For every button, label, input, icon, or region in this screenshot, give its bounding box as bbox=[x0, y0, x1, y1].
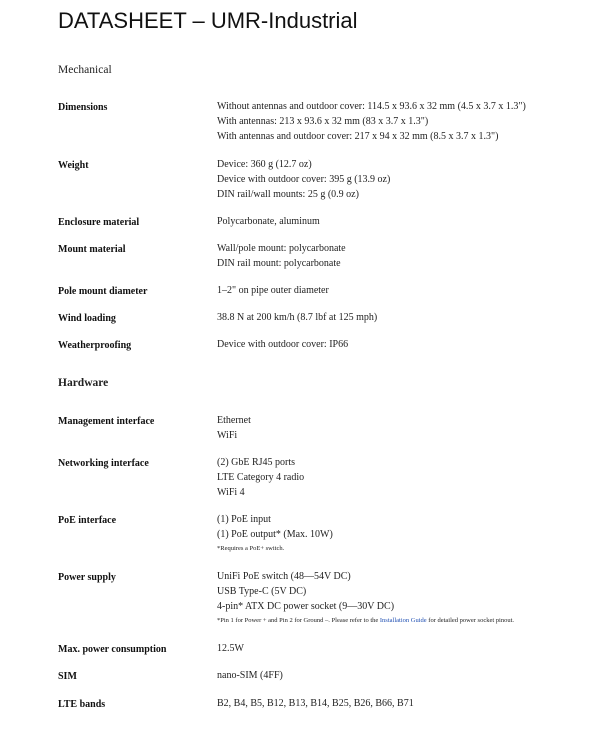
spec-label-networking-interface: Networking interface bbox=[58, 458, 149, 469]
footnote-text: *Pin 1 for Power + and Pin 2 for Ground –. Please refer to the bbox=[217, 617, 380, 624]
spec-value-poe-interface bbox=[217, 512, 333, 554]
spec-value-line: 12.5W bbox=[217, 643, 244, 654]
spec-label-management-interface: Management interface bbox=[58, 416, 155, 427]
spec-value-line: LTE Category 4 radio bbox=[217, 472, 305, 483]
spec-value-max-power-consumption bbox=[217, 641, 244, 656]
spec-value-power-supply bbox=[217, 569, 514, 626]
spec-value-line: (1) PoE input bbox=[217, 514, 271, 525]
spec-value-line: nano-SIM (4FF) bbox=[217, 670, 283, 681]
installation-guide-link[interactable]: Installation Guide bbox=[379, 617, 427, 624]
spec-value-line: Device: 360 g (12.7 oz) bbox=[217, 159, 312, 170]
spec-value-line: With antennas: 213 x 93.6 x 32 mm (83 x 3.7 x 1.3") bbox=[217, 116, 429, 127]
spec-label-pole-mount-diameter: Pole mount diameter bbox=[58, 286, 148, 297]
page-title: DATASHEET – UMR-Industrial bbox=[58, 8, 358, 33]
spec-value-sim bbox=[217, 668, 283, 683]
section-heading-hardware: Hardware bbox=[58, 377, 109, 389]
spec-value-line: Ethernet bbox=[217, 415, 251, 426]
spec-value-weatherproofing bbox=[217, 337, 348, 352]
footnote: *Requires a PoE+ switch. bbox=[217, 545, 285, 552]
spec-label-sim: SIM bbox=[58, 671, 77, 682]
spec-label-lte-bands: LTE bands bbox=[58, 699, 106, 710]
spec-value-dimensions bbox=[217, 99, 526, 144]
spec-value-line: Device with outdoor cover: 395 g (13.9 oz) bbox=[217, 174, 391, 185]
spec-value-line: USB Type-C (5V DC) bbox=[217, 586, 307, 597]
spec-value-pole-mount-diameter bbox=[217, 283, 329, 298]
spec-label-mount-material: Mount material bbox=[58, 244, 126, 255]
spec-value-management-interface bbox=[217, 413, 251, 443]
spec-label-power-supply: Power supply bbox=[58, 572, 116, 583]
spec-label-enclosure-material: Enclosure material bbox=[58, 217, 140, 228]
spec-value-line: DIN rail mount: polycarbonate bbox=[217, 258, 341, 269]
spec-value-line: With antennas and outdoor cover: 217 x 94 x 32 mm (8.5 x 3.7 x 1.3") bbox=[217, 131, 499, 142]
spec-label-weatherproofing: Weatherproofing bbox=[58, 340, 132, 351]
spec-label-wind-loading: Wind loading bbox=[58, 313, 116, 324]
spec-value-wind-loading bbox=[217, 310, 377, 325]
spec-value-line: Without antennas and outdoor cover: 114.5 x 93.6 x 32 mm (4.5 x 3.7 x 1.3") bbox=[217, 101, 526, 112]
spec-value-line: 38.8 N at 200 km/h (8.7 lbf at 125 mph) bbox=[217, 312, 378, 323]
spec-value-line: B2, B4, B5, B12, B13, B14, B25, B26, B66, B71 bbox=[217, 698, 414, 709]
spec-value-enclosure-material bbox=[217, 214, 320, 229]
spec-value-line: DIN rail/wall mounts: 25 g (0.9 oz) bbox=[217, 189, 359, 200]
spec-value-lte-bands bbox=[217, 696, 414, 711]
spec-value-line: 1–2" on pipe outer diameter bbox=[217, 285, 329, 296]
spec-value-line: 4-pin* ATX DC power socket (9—30V DC) bbox=[217, 601, 395, 612]
spec-label-dimensions: Dimensions bbox=[58, 102, 108, 113]
spec-value-line: (2) GbE RJ45 ports bbox=[217, 457, 296, 468]
footnote bbox=[217, 616, 514, 626]
spec-value-line: UniFi PoE switch (48—54V DC) bbox=[217, 571, 351, 582]
spec-label-max-power-consumption: Max. power consumption bbox=[58, 644, 167, 655]
spec-value-line: Device with outdoor cover: IP66 bbox=[217, 339, 349, 350]
spec-value-line: Polycarbonate, aluminum bbox=[217, 216, 320, 227]
spec-value-line: (1) PoE output* (Max. 10W) bbox=[217, 529, 333, 540]
spec-label-poe-interface: PoE interface bbox=[58, 515, 117, 526]
spec-value-weight bbox=[217, 157, 390, 202]
spec-value-line: WiFi 4 bbox=[217, 487, 245, 498]
spec-value-line: WiFi bbox=[217, 430, 238, 441]
footnote-text: for detailed power socket pinout. bbox=[426, 617, 515, 624]
spec-value-mount-material bbox=[217, 241, 346, 271]
spec-value-line: Wall/pole mount: polycarbonate bbox=[217, 243, 346, 254]
section-heading-mechanical: Mechanical bbox=[58, 64, 112, 76]
spec-label-weight: Weight bbox=[58, 160, 89, 171]
spec-value-networking-interface bbox=[217, 455, 304, 500]
